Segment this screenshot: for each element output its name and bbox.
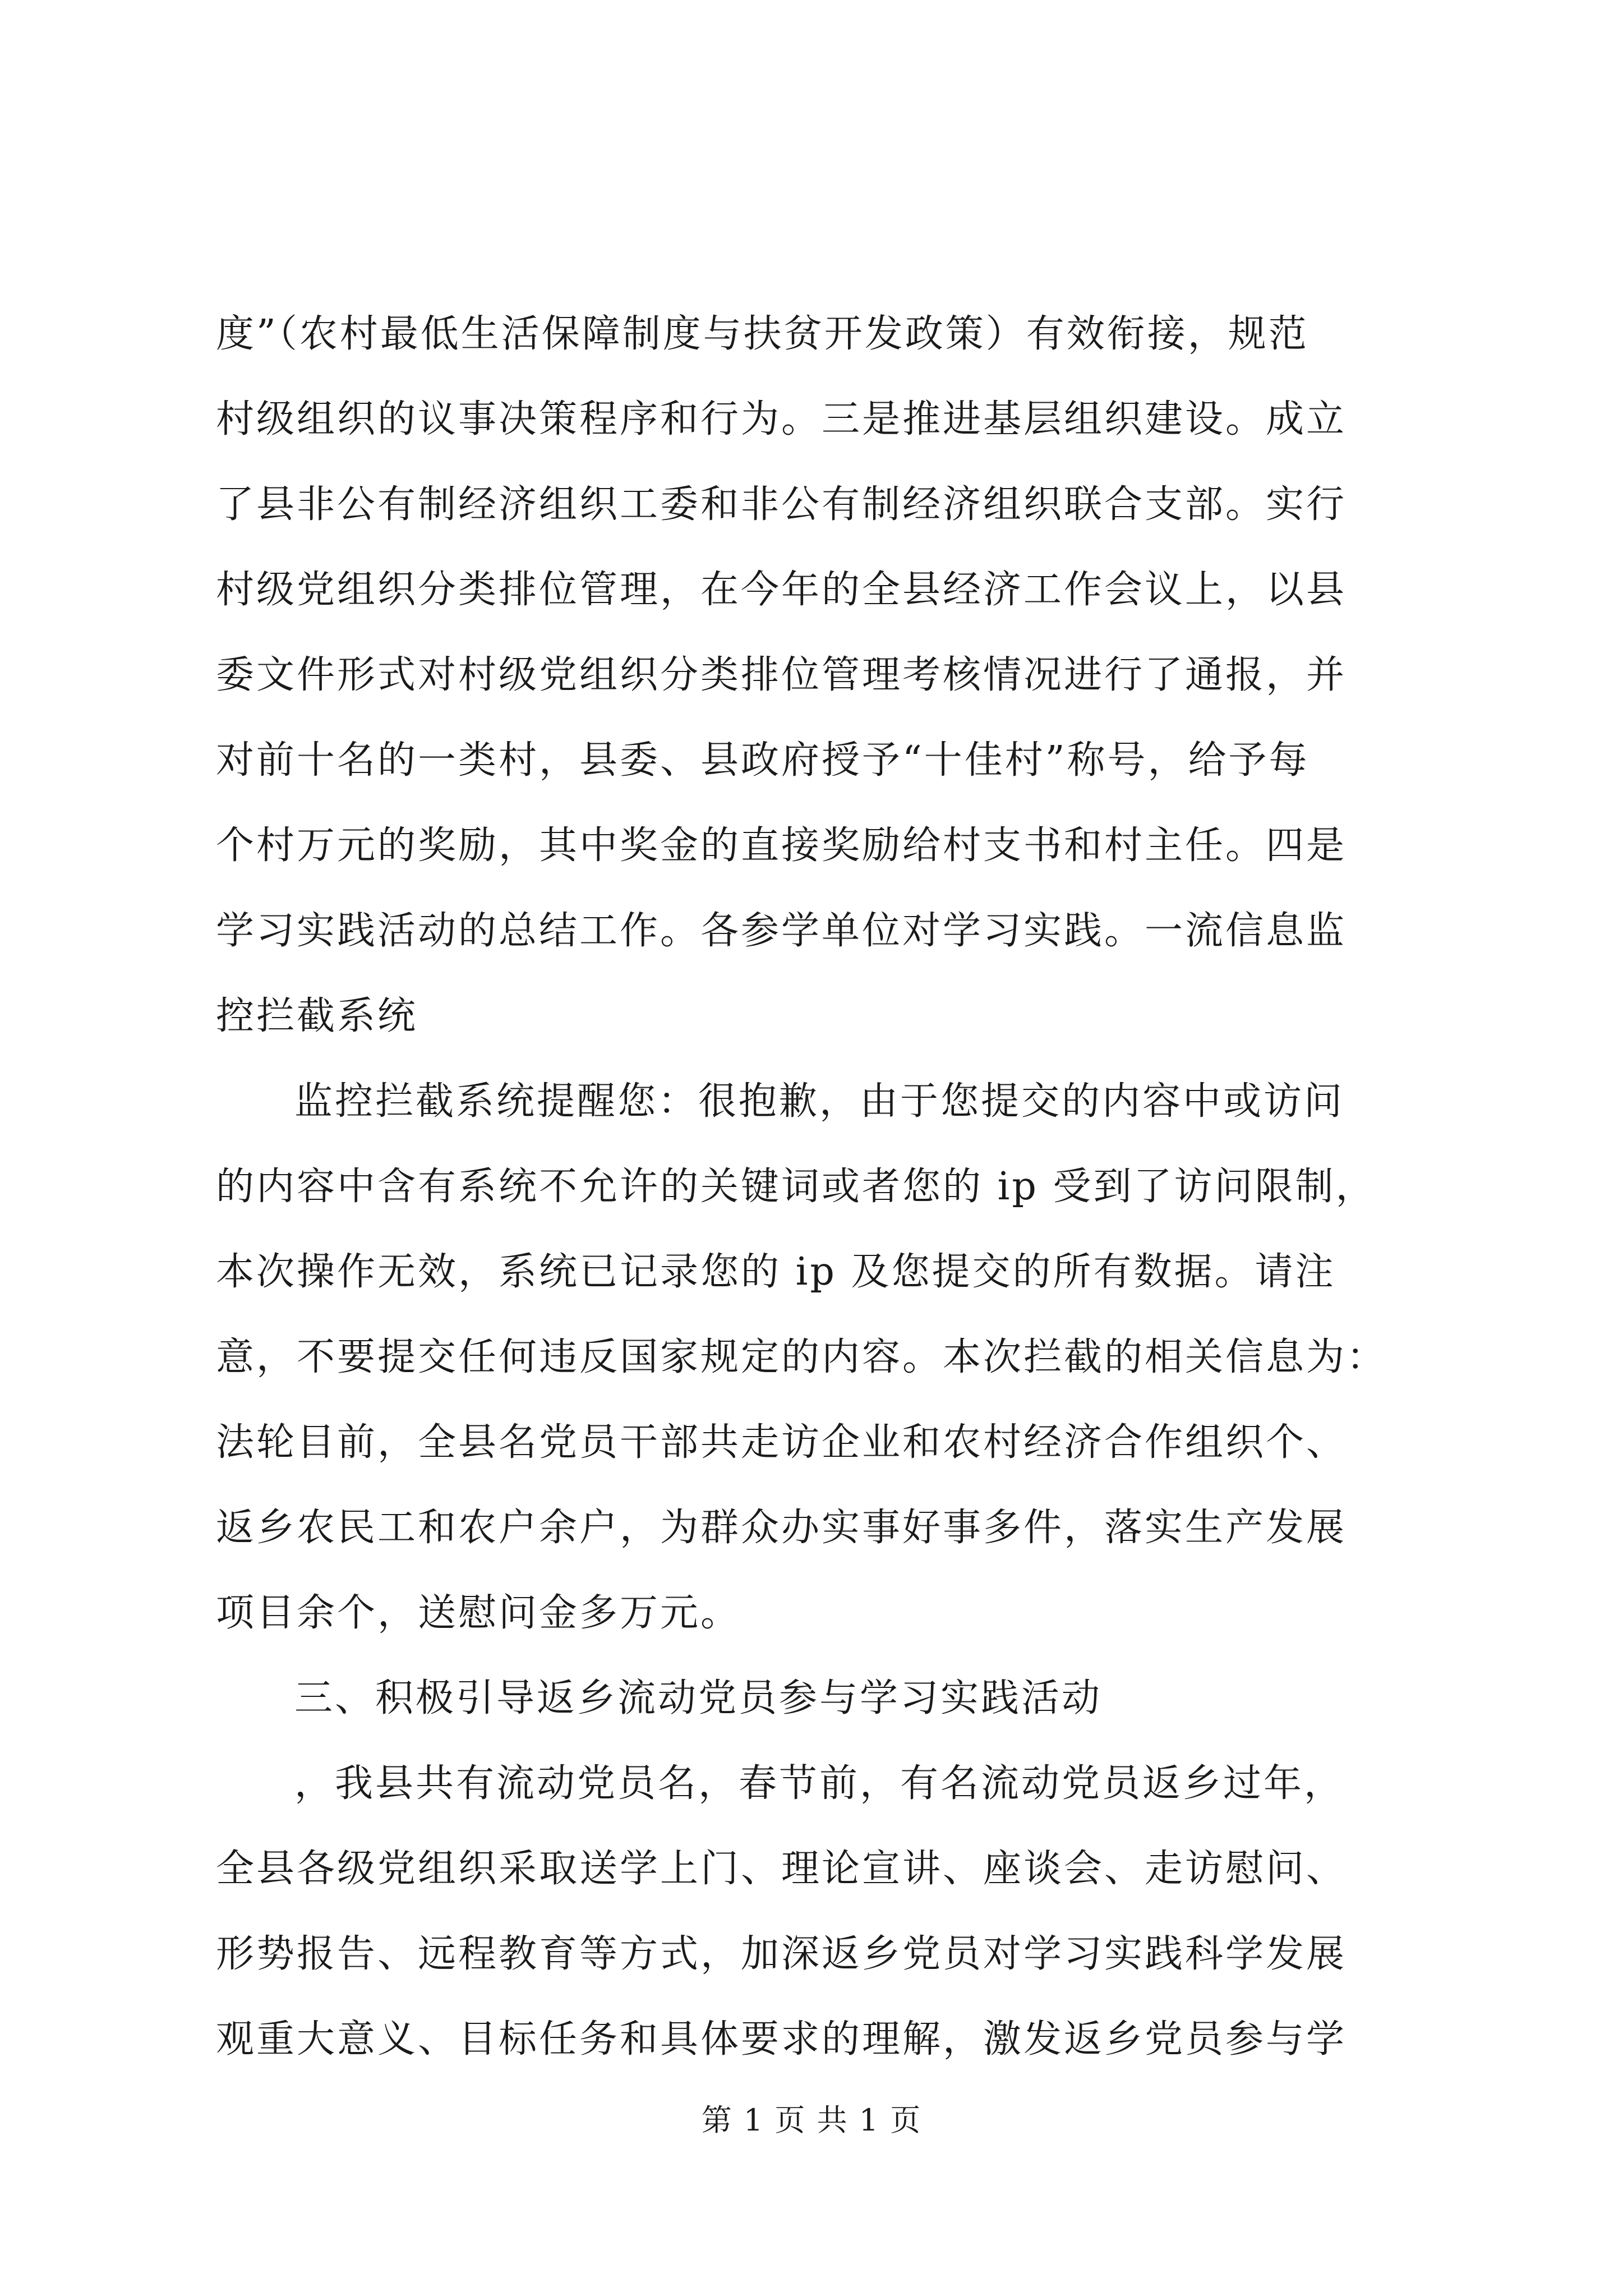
text-line: 项目余个，送慰问金多万元。 (216, 1591, 741, 1635)
text-line: 委文件形式对村级党组织分类排位管理考核情况进行了通报，并 (216, 653, 1347, 697)
text-line: 监控拦截系统提醒您：很抱歉，由于您提交的内容中或访问 (294, 1079, 1345, 1124)
text-line: 观重大意义、目标任务和具体要求的理解，激发返乡党员参与学 (216, 2017, 1347, 2062)
text-line: 返乡农民工和农户余户，为群众办实事好事多件，落实生产发展 (216, 1506, 1347, 1550)
text-line: 意，不要提交任何违反国家规定的内容。本次拦截的相关信息为： (216, 1335, 1387, 1379)
text-line: 全县各级党组织采取送学上门、理论宣讲、座谈会、走访慰问、 (216, 1847, 1347, 1891)
text-line: 村级组织的议事决策程序和行为。三是推进基层组织建设。成立 (216, 397, 1347, 441)
text-line: 控拦截系统 (216, 994, 418, 1038)
text-line: 村级党组织分类排位管理，在今年的全县经济工作会议上，以县 (216, 568, 1347, 612)
body-text (216, 292, 1410, 2082)
text-line: 的内容中含有系统不允许的关键词或者您的 ip 受到了访问限制， (216, 1165, 1376, 1209)
text-line: 本次操作无效，系统已记录您的 ip 及您提交的所有数据。请注 (216, 1250, 1336, 1294)
text-line: 法轮目前，全县名党员干部共走访企业和农村经济合作组织个、 (216, 1420, 1347, 1465)
text-line: 学习实践活动的总结工作。各参学单位对学习实践。一流信息监 (216, 909, 1347, 953)
text-line: 了县非公有制经济组织工委和非公有制经济组织联合支部。实行 (216, 482, 1347, 527)
text-line: 对前十名的一类村，县委、县政府授予“十佳村”称号，给予每 (216, 738, 1310, 783)
text-line: 形势报告、远程教育等方式，加深返乡党员对学习实践科学发展 (216, 1932, 1347, 1976)
text-line: 度”（农村最低生活保障制度与扶贫开发政策）有效衔接，规范 (216, 312, 1309, 356)
text-line: 个村万元的奖励，其中奖金的直接奖励给村支书和村主任。四是 (216, 823, 1347, 868)
section-heading: 三、积极引导返乡流动党员参与学习实践活动 (294, 1676, 1103, 1720)
page-footer: 第 1 页 共 1 页 (701, 2102, 922, 2138)
text-line: ，我县共有流动党员名，春节前，有名流动党员返乡过年， (294, 1761, 1345, 1806)
